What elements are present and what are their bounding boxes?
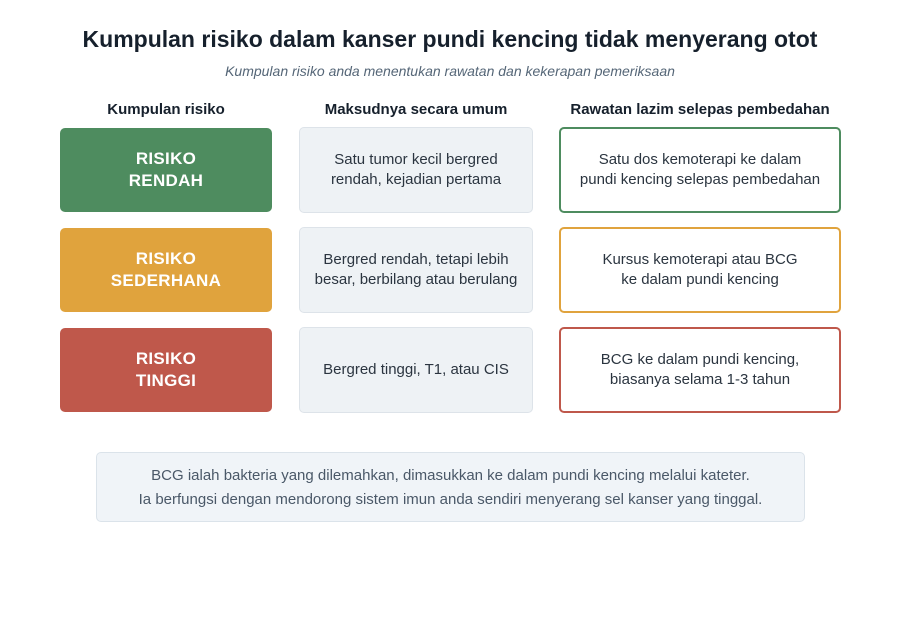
page-title: Kumpulan risiko dalam kanser pundi kencing tidak menyerang otot (82, 26, 818, 52)
note-line-2: Ia berfungsi dengan mendorong sistem imun anda sendiri menyerang sel kanser yang tinggal. (138, 491, 763, 508)
risk-box-medium: RISIKO SEDERHANA (60, 228, 272, 312)
treatment-box-high: BCG ke dalam pundi kencing, biasanya selama 1-3 tahun (559, 327, 841, 413)
meaning-box-high: Bergred tinggi, T1, atau CIS (299, 327, 533, 413)
page-subtitle: Kumpulan risiko anda menentukan rawatan dan kekerapan pemeriksaan (225, 63, 675, 79)
meaning-box-low: Satu tumor kecil bergred rendah, kejadian pertama (299, 127, 533, 213)
column-header-treatment: Rawatan lazim selepas pembedahan (570, 101, 830, 118)
bcg-info-note (96, 452, 805, 522)
column-header-risk: Kumpulan risiko (107, 101, 225, 118)
note-line-1: BCG ialah bakteria yang dilemahkan, dimasukkan ke dalam pundi kencing melalui kateter. (151, 467, 750, 484)
treatment-box-low: Satu dos kemoterapi ke dalam pundi kencing selepas pembedahan (559, 127, 841, 213)
risk-box-low: RISIKO RENDAH (60, 128, 272, 212)
column-header-meaning: Maksudnya secara umum (324, 101, 508, 118)
treatment-box-medium: Kursus kemoterapi atau BCG ke dalam pundi kencing (559, 227, 841, 313)
meaning-box-medium: Bergred rendah, tetapi lebih besar, berbilang atau berulang (299, 227, 533, 313)
risk-box-high: RISIKO TINGGI (60, 328, 272, 412)
